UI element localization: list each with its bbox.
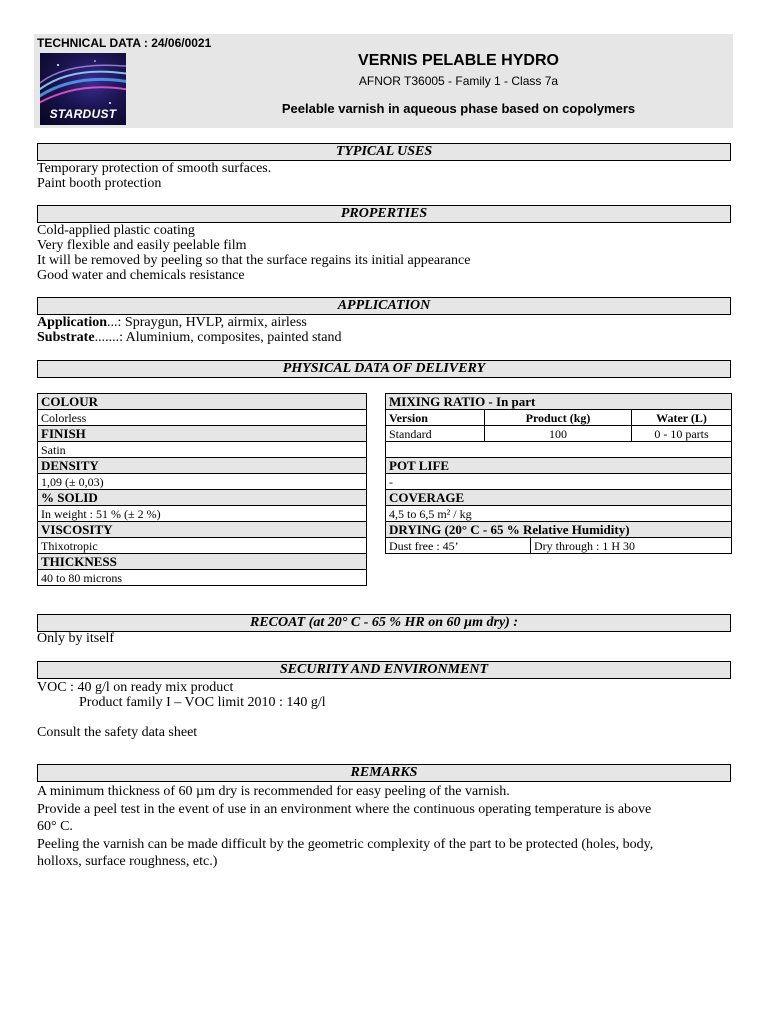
colour-value: Colorless bbox=[38, 410, 367, 426]
remarks-line: Provide a peel test in the event of use in an environment where the continuous operating temperature is above bbox=[37, 801, 652, 817]
remarks-heading: REMARKS bbox=[37, 764, 731, 782]
recoat-heading: RECOAT (at 20° C - 65 % HR on 60 µm dry) : bbox=[37, 614, 731, 632]
properties-text bbox=[37, 223, 470, 283]
solid-value: In weight : 51 % (± 2 %) bbox=[38, 506, 367, 522]
remarks-text bbox=[37, 783, 653, 871]
remarks-line: Peeling the varnish can be made difficult by the geometric complexity of the part to be protected (holes, body, bbox=[37, 836, 654, 852]
mixing-ratio-label: MIXING RATIO - In part bbox=[386, 394, 732, 410]
physical-data-heading: PHYSICAL DATA OF DELIVERY bbox=[37, 360, 731, 378]
properties-line: Cold-applied plastic coating bbox=[37, 223, 195, 238]
application-heading: APPLICATION bbox=[37, 297, 731, 315]
remarks-line: holloxs, surface roughness, etc.) bbox=[37, 854, 218, 869]
application-label: Application bbox=[37, 315, 108, 330]
application-substrate bbox=[37, 330, 342, 345]
dry-through-value: Dry through : 1 H 30 bbox=[531, 538, 732, 554]
product-title: VERNIS PELABLE HYDRO bbox=[358, 52, 559, 69]
mixing-ratio-table bbox=[385, 393, 732, 538]
finish-value: Satin bbox=[38, 442, 367, 458]
application-value: ...: Spraygun, HVLP, airmix, airless bbox=[107, 315, 307, 330]
mixing-col-water: Water (L) bbox=[632, 410, 732, 426]
typical-uses-line: Temporary protection of smooth surfaces. bbox=[37, 161, 272, 176]
thickness-label: THICKNESS bbox=[38, 554, 367, 570]
pot-life-label: POT LIFE bbox=[386, 458, 732, 474]
application-method bbox=[37, 315, 342, 330]
product-subtitle: Peelable varnish in aqueous phase based on copolymers bbox=[281, 101, 636, 116]
substrate-label: Substrate bbox=[37, 330, 95, 345]
physical-properties-table bbox=[37, 393, 367, 586]
remarks-line: 60° C. bbox=[37, 819, 73, 834]
mixing-row-product: 100 bbox=[485, 426, 632, 442]
density-value: 1,09 (± 0,03) bbox=[38, 474, 367, 490]
application-text bbox=[37, 315, 342, 345]
logo-text: STARDUST bbox=[49, 107, 117, 121]
dust-free-value: Dust free : 45’ bbox=[386, 538, 531, 554]
viscosity-value: Thixotropic bbox=[38, 538, 367, 554]
density-label: DENSITY bbox=[38, 458, 367, 474]
coverage-label: COVERAGE bbox=[386, 490, 732, 506]
properties-line: Good water and chemicals resistance bbox=[37, 268, 245, 283]
properties-line: It will be removed by peeling so that the surface regains its initial appearance bbox=[37, 253, 471, 268]
consult-line: Consult the safety data sheet bbox=[37, 725, 198, 740]
typical-uses-text bbox=[37, 161, 271, 191]
security-text bbox=[37, 680, 326, 740]
mixing-col-product: Product (kg) bbox=[485, 410, 632, 426]
properties-heading: PROPERTIES bbox=[37, 205, 731, 223]
properties-line: Very flexible and easily peelable film bbox=[37, 238, 247, 253]
mixing-row-version: Standard bbox=[386, 426, 485, 442]
security-heading: SECURITY AND ENVIRONMENT bbox=[37, 661, 731, 679]
remarks-line: A minimum thickness of 60 µm dry is recommended for easy peeling of the varnish. bbox=[37, 784, 510, 799]
colour-label: COLOUR bbox=[38, 394, 367, 410]
recoat-text: Only by itself bbox=[37, 631, 114, 646]
typical-uses-line: Paint booth protection bbox=[37, 176, 162, 191]
viscosity-label: VISCOSITY bbox=[38, 522, 367, 538]
thickness-value: 40 to 80 microns bbox=[38, 570, 367, 586]
solid-label: % SOLID bbox=[38, 490, 367, 506]
voc-family-line: Product family I – VOC limit 2010 : 140 g/l bbox=[79, 695, 326, 710]
substrate-value: .......: Aluminium, composites, painted stand bbox=[94, 330, 342, 345]
technical-data-date: TECHNICAL DATA : 24/06/0021 bbox=[37, 36, 212, 50]
mixing-col-version: Version bbox=[386, 410, 485, 426]
pot-life-value: - bbox=[386, 474, 732, 490]
drying-table bbox=[385, 537, 732, 554]
document-header bbox=[34, 34, 733, 128]
voc-line: VOC : 40 g/l on ready mix product bbox=[37, 680, 234, 695]
finish-label: FINISH bbox=[38, 426, 367, 442]
afnor-classification: AFNOR T36005 - Family 1 - Class 7a bbox=[358, 74, 559, 88]
mixing-row-water: 0 - 10 parts bbox=[632, 426, 732, 442]
drying-label: DRYING (20° C - 65 % Relative Humidity) bbox=[386, 522, 732, 538]
mixing-empty-row bbox=[386, 442, 732, 458]
stardust-logo bbox=[40, 53, 126, 125]
coverage-value: 4,5 to 6,5 m² / kg bbox=[386, 506, 732, 522]
typical-uses-heading: TYPICAL USES bbox=[37, 143, 731, 161]
